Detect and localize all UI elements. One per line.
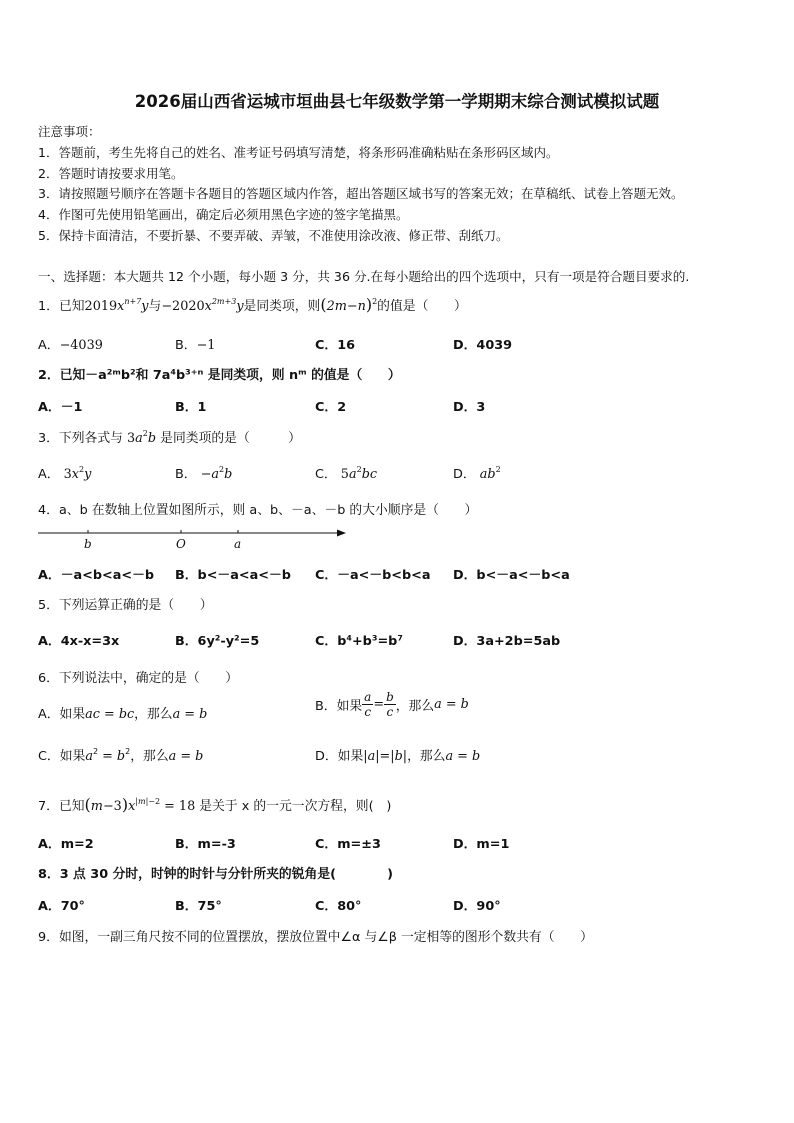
q1-option-c[interactable]: C．16 [315,338,355,353]
question-6: 6．下列说法中，确定的是（ ） [38,671,239,686]
section-heading: 一、选择题：本大题共 12 个小题，每小题 3 分，共 36 分.在每小题给出的四个选项中，只有一项是符合题目要求的. [38,269,690,284]
q7-option-d[interactable]: D．m=1 [453,837,510,852]
q8-option-a[interactable]: A．70° [38,899,85,914]
question-2: 2．已知－a²ᵐb²和 7a⁴b³⁺ⁿ 是同类项，则 nᵐ 的值是（ ） [38,368,401,383]
note-item: 5．保持卡面清洁，不要折暴、不要弄破、弄皱，不准使用涂改液、修正带、刮纸刀。 [38,228,509,243]
note-item: 1．答题前，考生先将自己的姓名、准考证号码填写清楚，将条形码准确粘贴在条形码区域内。 [38,145,559,160]
number-line [36,524,348,544]
q1-option-a[interactable]: A．−4039 [38,338,103,353]
q2-option-a[interactable]: A．－1 [38,400,83,415]
q7-option-a[interactable]: A．m=2 [38,837,94,852]
question-3: 3．下列各式与 $3a^2b$ 是同类项的是（ ） [38,429,301,446]
axis-label-b: b [84,537,92,551]
q8-option-d[interactable]: D．90° [453,899,501,914]
q8-option-c[interactable]: C．80° [315,899,362,914]
notes-heading: 注意事项： [38,124,101,139]
question-7: 7．已知$(m-3)x^{|m|-2} = 18$ 是关于 x 的一元一次方程，则( ) [38,795,392,814]
q1-text: 的值是（ ） [377,299,467,314]
q6-option-d[interactable]: D．如果|a|=|b|，那么a = b [315,749,481,764]
q1-text: 1．已知 [38,299,85,314]
q7-option-c[interactable]: C．m=±3 [315,837,381,852]
q5-option-b[interactable]: B．6y²-y²=5 [175,634,260,649]
q3-option-a[interactable]: A． $3x^2y$ [38,465,92,482]
q4-option-d[interactable]: D．b<－a<－b<a [453,568,570,583]
q1-expr2: $-2020x^{2m+3}y$ [161,297,244,314]
page-title: 2026届山西省运城市垣曲县七年级数学第一学期期末综合测试模拟试题 [134,92,660,111]
q5-option-d[interactable]: D．3a+2b=5ab [453,634,561,649]
q1-text: 与 [148,299,162,314]
note-item: 3．请按照题号顺序在答题卡各题目的答题区域内作答，超出答题区域书写的答案无效；在草稿纸、试卷上答题无效。 [38,186,684,201]
note-item: 2．答题时请按要求用笔。 [38,166,184,181]
q6-option-b[interactable]: B．如果 $\frac{a}{c}$ = $\frac{b}{c}$ ，那么a = b [315,690,469,719]
q7-option-b[interactable]: B．m=-3 [175,837,236,852]
q2-option-b[interactable]: B．1 [175,400,207,415]
q1-text: 是同类项，则 [243,299,321,314]
q4-option-a[interactable]: A．－a<b<a<－b [38,568,155,583]
q5-option-a[interactable]: A．4x-x=3x [38,634,120,649]
question-4: 4．a、b 在数轴上位置如图所示，则 a、b、－a、－b 的大小顺序是（ ） [38,503,478,518]
question-1 [38,295,467,314]
axis-label-a: a [234,537,242,551]
q4-option-c[interactable]: C．－a<－b<b<a [315,568,431,583]
question-9: 9．如图，一副三角尺按不同的位置摆放，摆放位置中∠α 与∠β 一定相等的图形个数共有（ ） [38,930,593,945]
q1-option-d[interactable]: D．4039 [453,338,513,353]
q1-expr3: $(2m-n)^2$ [320,295,378,314]
q6-option-c[interactable]: C．如果$a^2 = b^2$，那么a = b [38,747,204,764]
q3-option-c[interactable]: C． $5a^2bc$ [315,465,378,482]
q6-option-a[interactable]: A．如果ac = bc，那么a = b [38,707,208,722]
q5-option-c[interactable]: C．b⁴+b³=b⁷ [315,634,403,649]
question-8: 8．3 点 30 分时，时钟的时针与分针所夹的锐角是( ) [38,867,394,882]
q3-option-b[interactable]: B． $-a^2b$ [175,465,233,482]
q1-option-b[interactable]: B．−1 [175,338,216,353]
q1-expr1: $2019x^{n+7}y$ [84,297,149,314]
q8-option-b[interactable]: B．75° [175,899,222,914]
q3-option-d[interactable]: D． $ab^2$ [453,465,501,482]
q4-option-b[interactable]: B．b<－a<a<－b [175,568,291,583]
note-item: 4．作图可先使用铅笔画出，确定后必须用黑色字迹的签字笔描黑。 [38,207,409,222]
axis-label-origin: O [176,537,186,551]
question-5: 5．下列运算正确的是（ ） [38,598,213,613]
q2-option-c[interactable]: C．2 [315,400,347,415]
q2-option-d[interactable]: D．3 [453,400,486,415]
